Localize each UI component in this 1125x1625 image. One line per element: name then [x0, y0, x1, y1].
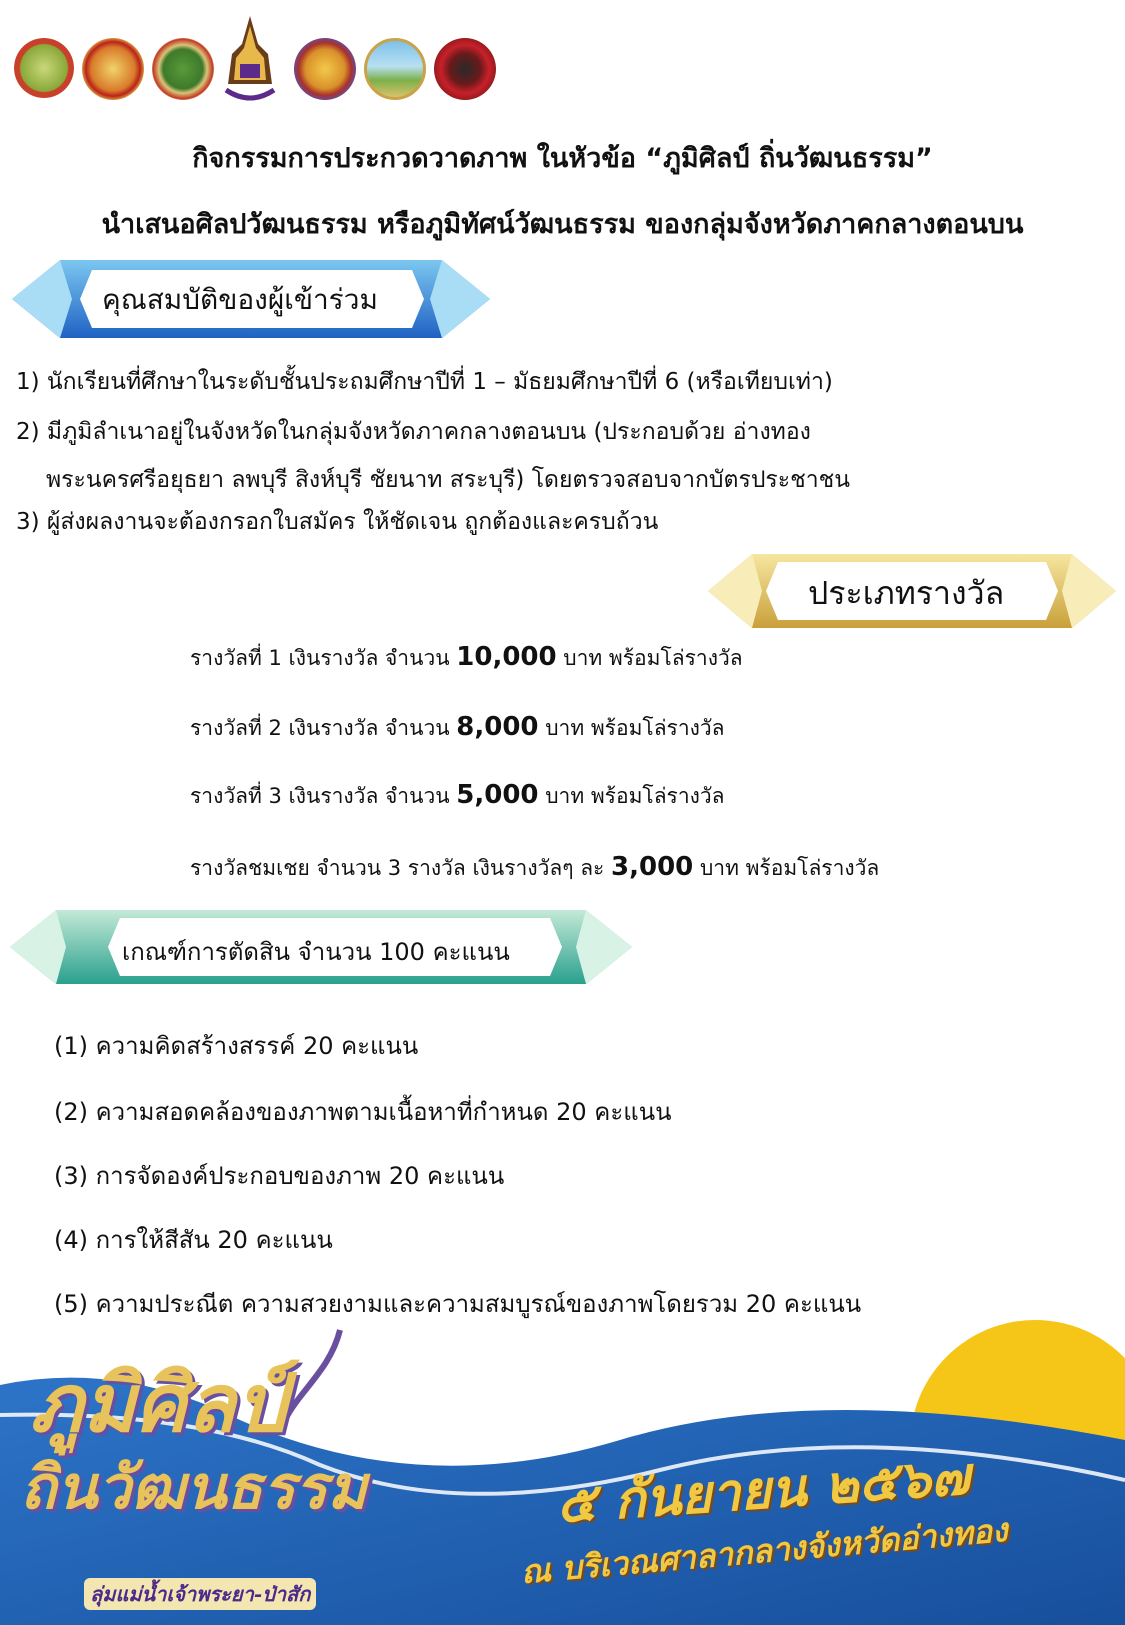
qualification-item-2-cont: พระนครศรีอยุธยา ลพบุรี สิงห์บุรี ชัยนาท สระบุรี) โดยตรวจสอบจากบัตรประชาชน — [46, 467, 850, 493]
prize-item-2 — [190, 712, 725, 745]
criteria-item-2: (2) ความสอดคล้องของภาพตามเนื้อหาที่กำหนด 20 คะแนน — [54, 1098, 672, 1126]
seal-tree-emblem — [152, 38, 214, 100]
prize-1-suffix: บาท พร้อมโล่รางวัล — [556, 646, 743, 670]
event-date: ๕ กันยายน ๒๕๖๗ — [554, 1445, 972, 1536]
prize-1-amount: 10,000 — [456, 642, 557, 672]
criteria-item-4: (4) การให้สีสัน 20 คะแนน — [54, 1226, 333, 1254]
footer-logo-subtitle: ลุ่มแม่น้ำเจ้าพระยา-ป่าสัก — [84, 1578, 316, 1610]
criteria-banner — [10, 908, 632, 986]
prize-2-label: รางวัลที่ 2 เงินรางวัล จำนวน — [190, 716, 457, 740]
qualifications-banner — [12, 258, 490, 340]
provincial-seals-row — [14, 14, 504, 106]
prize-4-label: รางวัลชมเชย จำนวน 3 รางวัล เงินรางวัลๆ ละ — [190, 856, 612, 880]
seal-blue-mountain-emblem — [364, 38, 426, 100]
prize-item-3 — [190, 780, 725, 813]
footer-logo-line-1: ภูมิศิลป์ — [30, 1356, 287, 1450]
footer-logo-line-2: ถิ่นวัฒนธรรม — [20, 1453, 367, 1523]
footer-artwork — [0, 1290, 1125, 1625]
criteria-heading: เกณฑ์การตัดสิน จำนวน 100 คะแนน — [122, 938, 510, 966]
page-title-line-2: นำเสนอศิลปวัฒนธรรม หรือภูมิทัศน์วัฒนธรรม ของกลุ่มจังหวัดภาคกลางตอนบน — [101, 209, 1024, 240]
prizes-heading: ประเภทรางวัล — [808, 574, 1005, 612]
prize-4-suffix: บาท พร้อมโล่รางวัล — [693, 856, 880, 880]
seal-red-ship-emblem — [434, 38, 496, 100]
qualification-item-1: 1) นักเรียนที่ศึกษาในระดับชั้นประถมศึกษาปีที่ 1 – มัธยมศึกษาปีที่ 6 (หรือเทียบเท่า) — [16, 369, 833, 395]
prize-1-label: รางวัลที่ 1 เงินรางวัล จำนวน — [190, 646, 457, 670]
criteria-item-5: (5) ความประณีต ความสวยงามและความสมบูรณ์ของภาพโดยรวม 20 คะแนน — [54, 1290, 862, 1318]
criteria-item-1: (1) ความคิดสร้างสรรค์ 20 คะแนน — [54, 1032, 419, 1060]
prize-3-suffix: บาท พร้อมโล่รางวัล — [538, 784, 725, 808]
seal-golden-shrine-emblem — [294, 38, 356, 100]
prize-item-1 — [190, 642, 743, 675]
prize-4-amount: 3,000 — [611, 852, 694, 882]
prize-3-label: รางวัลที่ 3 เงินรางวัล จำนวน — [190, 784, 457, 808]
prize-3-amount: 5,000 — [456, 780, 539, 810]
event-venue: ณ บริเวณศาลากลางจังหวัดอ่างทอง — [519, 1510, 1010, 1592]
qualifications-heading: คุณสมบัติของผู้เข้าร่วม — [102, 283, 378, 316]
seal-green-emblem — [14, 38, 74, 98]
prize-item-4 — [190, 852, 879, 885]
page-title-line-1: กิจกรรมการประกวดวาดภาพ ในหัวข้อ “ภูมิศิลป์ ถิ่นวัฒนธรรม” — [192, 143, 933, 174]
prize-2-suffix: บาท พร้อมโล่รางวัล — [538, 716, 725, 740]
prize-2-amount: 8,000 — [456, 712, 539, 742]
qualification-item-2: 2) มีภูมิลำเนาอยู่ในจังหวัดในกลุ่มจังหวัดภาคกลางตอนบน (ประกอบด้วย อ่างทอง — [16, 419, 811, 445]
qualification-item-3: 3) ผู้ส่งผลงานจะต้องกรอกใบสมัคร ให้ชัดเจน ถูกต้องและครบถ้วน — [16, 509, 659, 535]
prizes-banner — [708, 552, 1116, 630]
criteria-item-3: (3) การจัดองค์ประกอบของภาพ 20 คะแนน — [54, 1162, 505, 1190]
seal-red-gold-emblem — [82, 38, 144, 100]
seal-ministry-culture-emblem — [222, 14, 278, 106]
